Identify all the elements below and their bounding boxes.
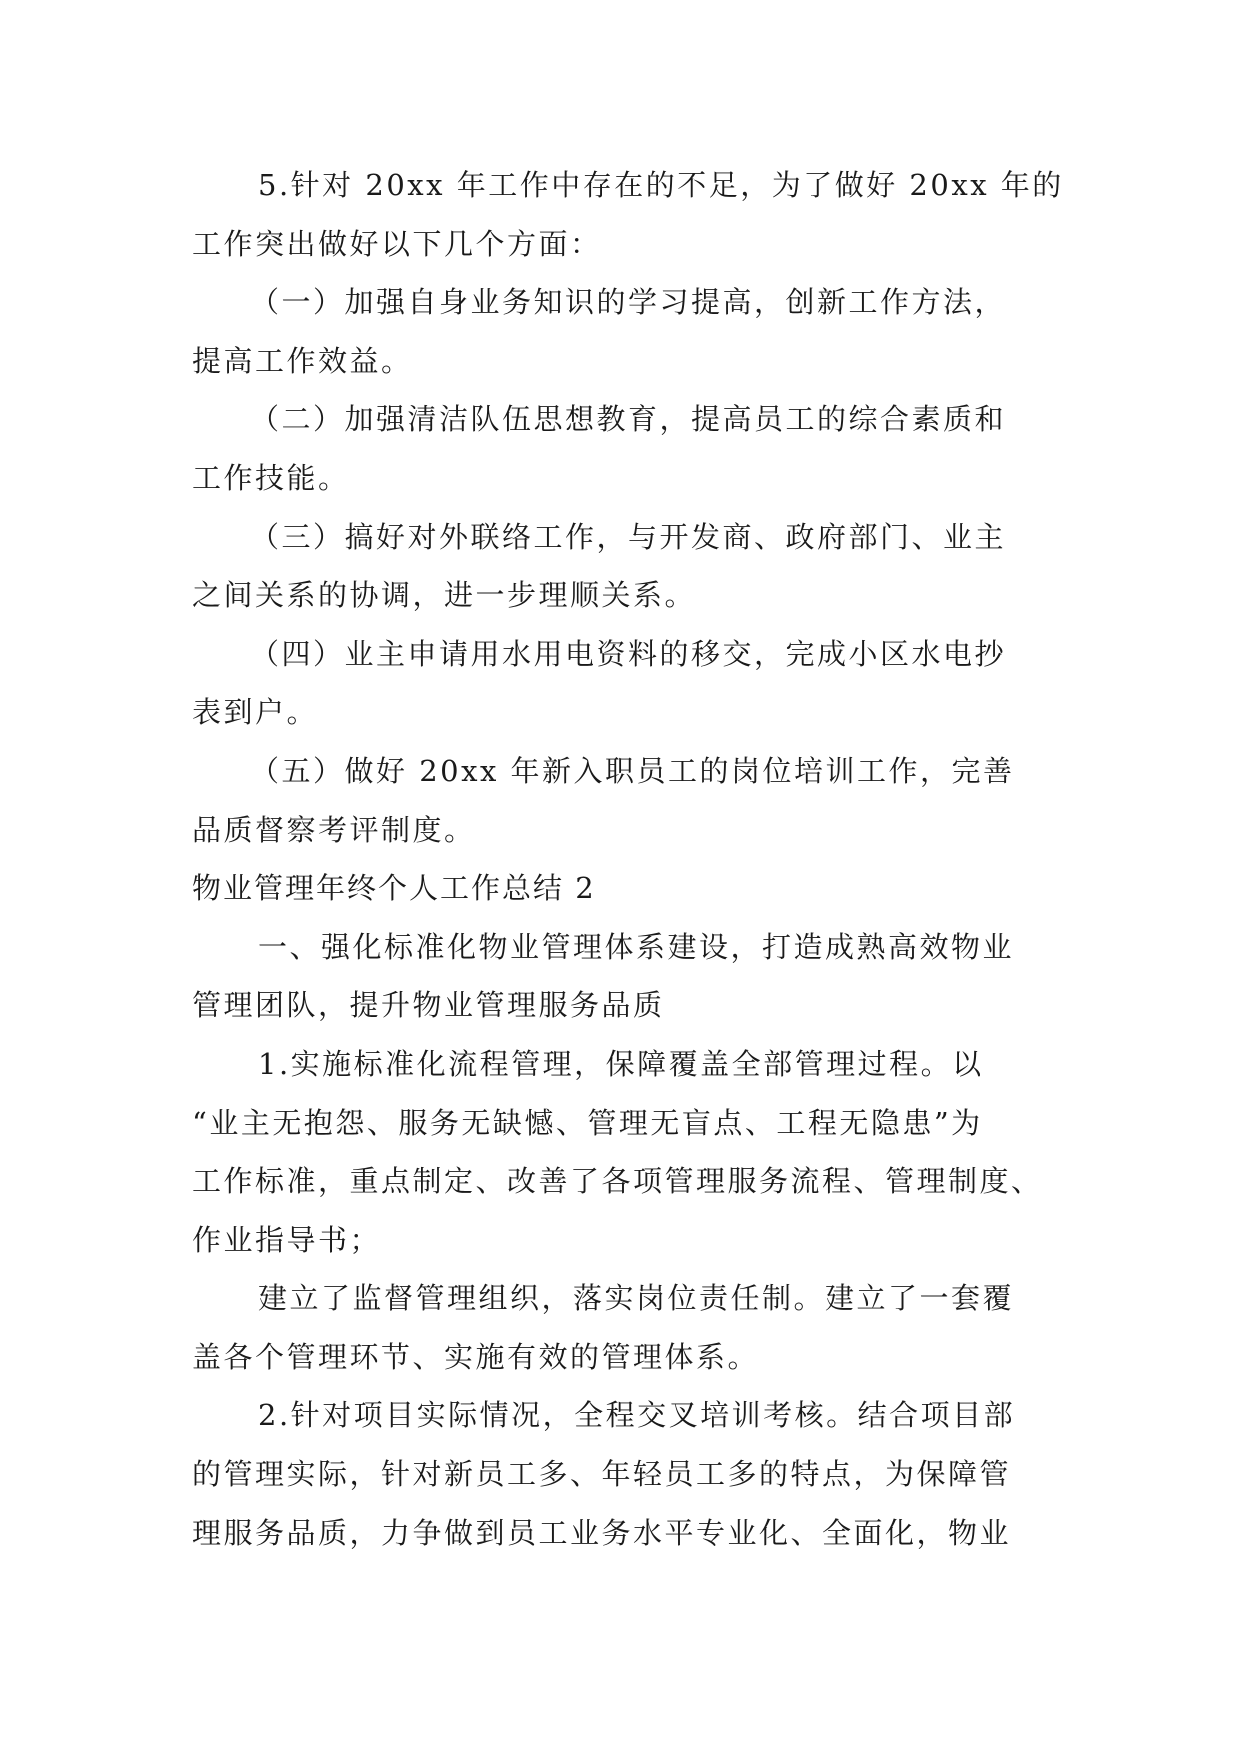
paragraph-supervision-line-2: 盖各个管理环节、实施有效的管理体系。	[192, 1339, 760, 1374]
section-title: 物业管理年终个人工作总结 2	[192, 871, 596, 906]
item-1-line-2: 提高工作效益。	[192, 343, 413, 378]
item-4-line-1: （四）业主申请用水用电资料的移交，完成小区水电抄	[250, 636, 1007, 671]
point-2-line-1: 2.针对项目实际情况，全程交叉培训考核。结合项目部	[258, 1398, 1016, 1433]
item-3-line-2: 之间关系的协调，进一步理顺关系。	[192, 578, 697, 613]
item-1-line-1: （一）加强自身业务知识的学习提高，创新工作方法，	[250, 285, 1007, 320]
item-2-line-2: 工作技能。	[192, 460, 350, 495]
item-2-line-1: （二）加强清洁队伍思想教育，提高员工的综合素质和	[250, 402, 1007, 437]
document-body	[192, 156, 1064, 1562]
section-1-line-1: 一、强化标准化物业管理体系建设，打造成熟高效物业	[258, 929, 1015, 964]
item-5-line-1: （五）做好 20xx 年新入职员工的岗位培训工作，完善	[250, 753, 1015, 788]
point-2-line-2: 的管理实际，针对新员工多、年轻员工多的特点，为保障管	[192, 1457, 1012, 1492]
section-1-line-2: 管理团队，提升物业管理服务品质	[192, 988, 665, 1023]
point-1-line-2: “业主无抱怨、服务无缺憾、管理无盲点、工程无隐患”为	[192, 1105, 983, 1140]
paragraph-supervision-line-1: 建立了监督管理组织，落实岗位责任制。建立了一套覆	[258, 1281, 1015, 1316]
item-5-line-2: 品质督察考评制度。	[192, 812, 476, 847]
item-3-line-1: （三）搞好对外联络工作，与开发商、政府部门、业主	[250, 519, 1007, 554]
point-2-line-3: 理服务品质，力争做到员工业务水平专业化、全面化，物业	[192, 1515, 1012, 1550]
point-1-line-4: 作业指导书；	[192, 1222, 382, 1257]
point-1-line-1: 1.实施标准化流程管理，保障覆盖全部管理过程。以	[258, 1046, 984, 1081]
point-1-line-3: 工作标准，重点制定、改善了各项管理服务流程、管理制度、	[192, 1164, 1043, 1199]
paragraph-5-line-1: 5.针对 20xx 年工作中存在的不足，为了做好 20xx 年的	[258, 168, 1064, 202]
item-4-line-2: 表到户。	[192, 695, 319, 730]
paragraph-5-line-2: 工作突出做好以下几个方面：	[192, 226, 602, 261]
